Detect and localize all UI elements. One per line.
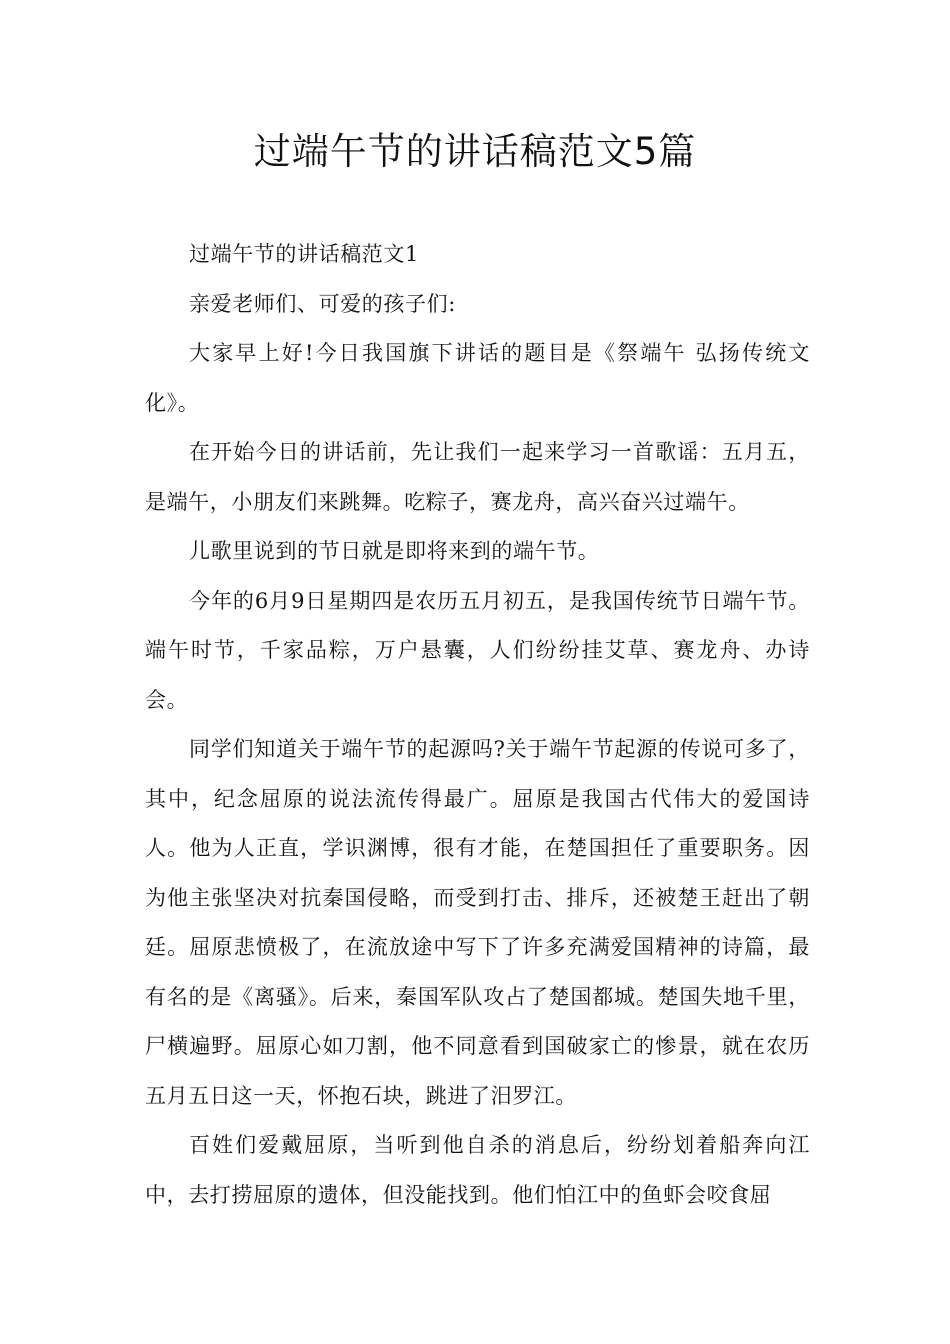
paragraph: 在开始今日的讲话前，先让我们一起来学习一首歌谣：五月五，是端午，小朋友们来跳舞。吃粽子，赛龙舟，高兴奋兴过端午。 [145,440,810,514]
paragraph: 同学们知道关于端午节的起源吗?关于端午节起源的传说可多了，其中，纪念屈原的说法流传得最广。屈原是我国古代伟大的爱国诗人。他为人正直，学识渊博，很有才能，在楚国担任了重要职务。因为他主张坚决对抗秦国侵略，而受到打击、排斥，还被楚王赶出了朝廷。屈原悲愤极了，在流放途中写下了许多充满爱国精神的诗篇，最有名的是《离骚》。后来，秦国军队攻占了楚国都城。楚国失地千里，尸横遍野。屈原心如刀割，他不同意看到国破家亡的惨景，就在农历五月五日这一天，怀抱石块，跳进了汨罗江。 [145,737,810,1108]
document-title: 过端午节的讲话稿范文5篇 [253,130,697,173]
paragraph: 儿歌里说到的节日就是即将来到的端午节。 [189,539,600,563]
paragraph: 百姓们爱戴屈原，当听到他自杀的消息后，纷纷划着船奔向江中，去打捞屈原的遗体，但没能找到。他们怕江中的鱼虾会咬食屈 [145,1133,810,1207]
paragraph-subtitle: 过端午节的讲话稿范文1 [189,242,419,266]
document-body [145,230,810,1220]
paragraph: 大家早上好!今日我国旗下讲话的题目是《祭端午 弘扬传统文化》。 [145,341,810,415]
paragraph-salutation: 亲爱老师们、可爱的孩子们: [189,291,456,316]
paragraph: 今年的6月9日星期四是农历五月初五，是我国传统节日端午节。端午时节，千家品粽，万户悬囊，人们纷纷挂艾草、赛龙舟、办诗会。 [145,588,810,712]
